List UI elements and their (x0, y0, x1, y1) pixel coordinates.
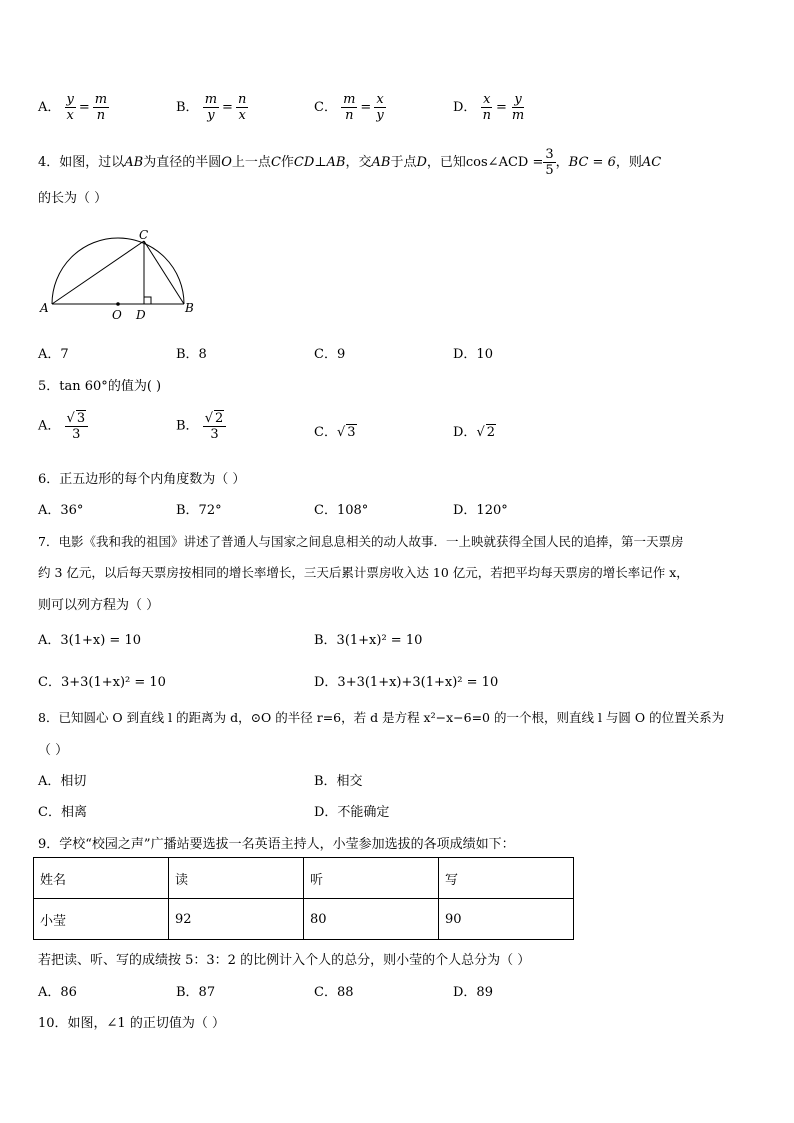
equals-sign: = (78, 100, 90, 115)
math-var: BC = 6 (568, 155, 616, 170)
q6-option-b: B．72° (176, 503, 222, 518)
table-cell: 90 (439, 899, 574, 940)
right-angle-mark (144, 297, 151, 304)
q9-option-b: B．87 (176, 985, 216, 1000)
math-var: D (416, 155, 427, 170)
text: ，交 (345, 155, 372, 170)
q8-option-c: C．相离 (38, 805, 87, 820)
option-label: A． (38, 100, 61, 115)
table-header-cell: 姓名 (34, 858, 169, 899)
q7-stem-line2: 约 3 亿元，以后每天票房按相同的增长率增长，三天后累计票房收入达 10 亿元，若把平均每天票房的增长率记作 x， (38, 565, 689, 580)
table-row (34, 899, 574, 940)
label-d: D (136, 308, 146, 322)
equals-sign: = (360, 100, 372, 115)
option-label: A． (38, 418, 61, 434)
label-a: A (40, 301, 49, 315)
text: 作 (280, 155, 294, 170)
text: 于点 (390, 155, 417, 170)
fraction (510, 92, 526, 123)
q4-option-c: C．9 (314, 347, 346, 362)
numerator: m (94, 92, 108, 107)
q8-option-a: A．相切 (38, 774, 87, 789)
score-table (33, 857, 574, 940)
radicand: 3 (347, 425, 356, 440)
q7-option-b: B．3(1+x)² = 10 (314, 633, 423, 648)
fraction (543, 147, 555, 178)
sqrt-sign: √ (336, 425, 346, 440)
denominator: 3 (72, 427, 81, 442)
denominator: 5 (545, 163, 554, 178)
numerator (65, 410, 89, 427)
text: 4．如图，过以 (38, 155, 125, 170)
numerator: x (483, 92, 491, 107)
q3-option-b (176, 92, 248, 123)
table-header-cell: 读 (169, 858, 304, 899)
equals-sign: = (222, 100, 233, 115)
radicand: 3 (76, 411, 86, 426)
q9-option-c: C．88 (314, 985, 354, 1000)
table-cell: 80 (304, 899, 439, 940)
q4-stem-line1 (38, 147, 661, 178)
option-label: B． (176, 100, 199, 115)
q3-option-c (314, 92, 386, 123)
q5-option-a (38, 410, 88, 442)
numerator: n (237, 92, 247, 107)
denominator: 3 (210, 427, 219, 442)
denominator: x (238, 108, 246, 123)
center-o-dot (116, 302, 120, 306)
q6-stem: 6．正五边形的每个内角度数为（ ） (38, 472, 246, 487)
q4-option-d: D．10 (453, 347, 493, 362)
table-cell: 92 (169, 899, 304, 940)
text: 上一点 (231, 155, 271, 170)
q7-option-d: D．3+3(1+x)+3(1+x)² = 10 (314, 675, 499, 690)
q3-option-a (38, 92, 109, 123)
text: ， (555, 155, 569, 170)
q7-option-a: A．3(1+x) = 10 (38, 633, 141, 648)
math-var: AB (326, 155, 346, 170)
q8-option-b: B．相交 (314, 774, 363, 789)
denominator: n (96, 108, 106, 123)
option-label: B． (176, 418, 199, 434)
q9-option-d: D．89 (453, 985, 493, 1000)
perpendicular-symbol: ⊥ (314, 155, 327, 170)
math-var: AB (371, 155, 391, 170)
q8-option-d: D．不能确定 (314, 805, 390, 820)
q10-stem: 10．如图，∠1 的正切值为（ ） (38, 1016, 225, 1031)
radicand: 2 (486, 425, 496, 440)
option-label: C． (314, 100, 337, 115)
numerator: y (514, 92, 522, 107)
q5-option-c (314, 421, 357, 440)
fraction (481, 92, 493, 123)
sqrt-sign: √ (204, 411, 213, 426)
table-cell: 小莹 (34, 899, 169, 940)
numerator: y (66, 92, 74, 107)
q7-option-c: C．3+3(1+x)² = 10 (38, 675, 166, 690)
q6-option-c: C．108° (314, 503, 369, 518)
fraction (65, 92, 76, 123)
semicircle-arc (52, 238, 184, 304)
text: 为直径的半圆 (143, 155, 222, 170)
label-c: C (139, 228, 149, 242)
sqrt-sign: √ (66, 411, 75, 426)
chord-ac (52, 241, 144, 304)
denominator: n (345, 108, 354, 123)
q3-option-d (453, 92, 526, 123)
text: 的值为( ) (107, 379, 162, 394)
math-var: C (270, 155, 281, 170)
text: ，已知 (426, 155, 466, 170)
q8-stem-line1: 8．已知圆心 O 到直线 l 的距离为 d，⊙O 的半径 r=6，若 d 是方程 x²−x−6=0 的一个根，则直线 l 与圆 O 的位置关系为 (38, 710, 725, 725)
q5-option-d (453, 421, 496, 440)
denominator: x (66, 108, 74, 123)
option-label: C． (314, 425, 337, 440)
numerator: m (343, 92, 356, 107)
fraction (203, 410, 227, 442)
denominator: n (482, 108, 491, 123)
denominator: m (511, 108, 525, 123)
fraction (374, 92, 385, 123)
equals-sign: = (495, 100, 507, 115)
numerator (203, 410, 227, 427)
numerator: 3 (545, 147, 554, 162)
sqrt-sign: √ (476, 425, 485, 440)
tan-expression: tan 60° (59, 379, 108, 394)
q8-stem-line2: （ ） (38, 743, 69, 758)
table-header-cell: 听 (304, 858, 439, 899)
fraction (93, 92, 109, 123)
fraction (203, 92, 219, 123)
q5-option-b (176, 410, 226, 442)
fraction (341, 92, 357, 123)
q4-option-a: A．7 (38, 347, 69, 362)
math-var: AC (641, 155, 662, 170)
q4-stem-line2: 的长为（ ） (38, 191, 108, 206)
table-header-cell: 写 (439, 858, 574, 899)
q7-stem-line3: 则可以列方程为（ ） (38, 598, 160, 613)
option-label: D． (453, 425, 477, 440)
denominator: y (207, 108, 215, 123)
fraction (65, 410, 89, 442)
numerator: m (204, 92, 218, 107)
q7-stem-line1: 7．电影《我和我的祖国》讲述了普通人与国家之间息息相关的动人故事．一上映就获得全国人民的追捧，第一天票房 (38, 534, 684, 549)
q4-option-b: B．8 (176, 347, 207, 362)
radicand: 2 (215, 411, 224, 426)
chord-bc (144, 241, 184, 304)
math-var: AB (124, 155, 144, 170)
q9-stem: 9．学校“校园之声”广播站要选拔一名英语主持人，小莹参加选拔的各项成绩如下： (38, 837, 515, 852)
text: ，则 (615, 155, 642, 170)
label-b: B (185, 301, 194, 315)
q9-option-a: A．86 (38, 985, 77, 1000)
fraction (236, 92, 248, 123)
text: 5． (38, 379, 60, 394)
math-var: CD (293, 155, 315, 170)
q5-stem (38, 375, 161, 394)
label-o: O (112, 308, 122, 322)
q6-option-d: D．120° (453, 503, 508, 518)
math-var: O (221, 155, 232, 170)
q9-followup: 若把读、听、写的成绩按 5：3：2 的比例计入个人的总分，则小莹的个人总分为（ ） (38, 953, 531, 968)
cos-expression: cos∠ACD = (465, 155, 544, 170)
table-header-row (34, 858, 574, 899)
numerator: x (376, 92, 384, 107)
semicircle-figure (36, 226, 206, 322)
option-label: D． (453, 100, 477, 115)
q6-option-a: A．36° (38, 503, 84, 518)
denominator: y (376, 108, 384, 123)
